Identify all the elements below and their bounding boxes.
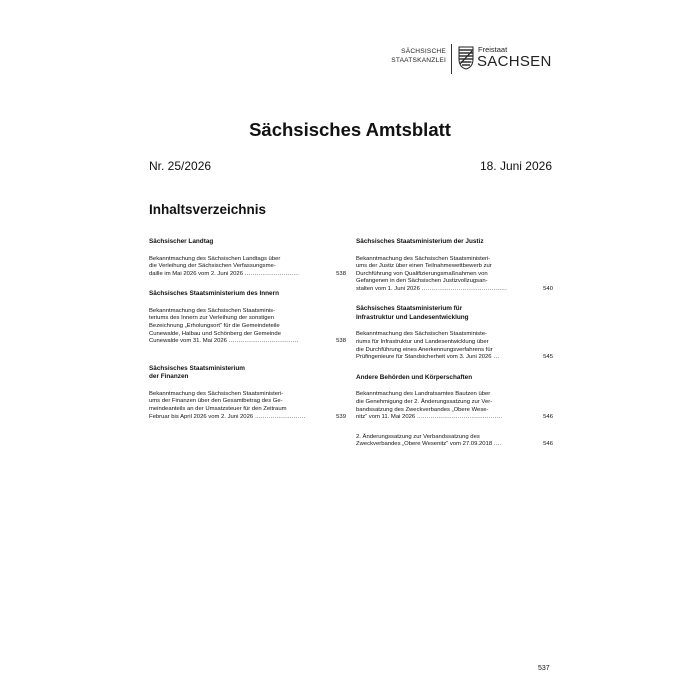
toc-page-number: 538 (336, 270, 346, 277)
issue-number: Nr. 25/2026 (149, 159, 212, 173)
staatskanzlei-wordmark (386, 47, 446, 65)
page-title: Sächsisches Amtsblatt (249, 119, 451, 140)
toc-section-title: Sächsischer Landtag (149, 238, 214, 245)
toc-page-number: 546 (543, 441, 553, 448)
toc-section-title: Sächsisches Staatsministerium des Innern (149, 290, 279, 298)
toc-section-title: Sächsisches Staatsministerium für Infrastruktur und Landesentwicklung (356, 305, 469, 321)
toc-entry[interactable]: Bekanntmachung des Sächsischen Staatsministe- riums für Infrastruktur und Landesentwicklung über die Durchführung eines Anerkennungsverfahrens für Prüfingenieure für Standsicherheit vom 3. Juni 2026 ... 545 (356, 331, 553, 361)
toc-column-left (149, 238, 346, 421)
header-logo (386, 44, 552, 76)
toc-column-right (356, 238, 553, 449)
staatskanzlei-line-1: SÄCHSISCHE (401, 48, 446, 55)
toc-section-title: Sächsisches Staatsministerium der Finanzen (149, 364, 245, 381)
toc-entry[interactable]: Bekanntmachung des Sächsischen Landtags über die Verleihung der Sächsischen Verfassungsme- daille im Mai 2026 vom 2. Juni 2026 ............................ 538 (149, 255, 346, 277)
toc-entry[interactable]: 2. Änderungssatzung zur Verbandssatzung des Zweckverbandes „Obere Wesenitz“ vom 27.09.2018 .... 546 (356, 433, 553, 448)
staatskanzlei-line-2: STAATSKANZLEI (391, 57, 446, 64)
toc-page-number: 539 (336, 413, 346, 420)
toc-page-number: 545 (543, 354, 553, 361)
toc-section-title: Sächsisches Staatsministerium der Justiz (356, 238, 484, 245)
sachsen-label: SACHSEN (477, 53, 552, 70)
toc-page-number: 540 (543, 285, 553, 292)
toc-heading: Inhaltsverzeichnis (149, 202, 267, 217)
toc-entry[interactable]: Bekanntmachung des Sächsischen Staatsminis- teriums des Innern zur Verleihung der sonstigen Bezeichnung „Erholungsort“ für die Gemeindeteile Cunewalde, Halbau und Schönberg der Gemeinde Cunewalde vom 31. Mai 2026 .................................... 538 (149, 307, 346, 345)
toc-section-title: Andere Behörden und Körperschaften (356, 373, 473, 381)
toc-entry[interactable]: Bekanntmachung des Sächsischen Staatsministeri- ums der Justiz über einen Teilnahmewettbewerb zur Durchführung von Qualifizierungsmaßnahmen von Gefangenen in den Sächsischen Justizvollzugsan- stalten vom 1. Juni 2026 ............................................ 540 (356, 255, 553, 292)
coat-of-arms-icon (458, 46, 474, 70)
freistaat-label: Freistaat (478, 45, 508, 54)
footer-page-number: 537 (538, 665, 550, 672)
issue-date: 18. Juni 2026 (479, 159, 552, 173)
toc-entry[interactable]: Bekanntmachung des Landratsamtes Bautzen über die Genehmigung der 2. Änderungssatzung zur Ver- bandssatzung des Zweckverbandes „Obere Wese- nitz“ vom 11. Mai 2026 ............................................ 546 (356, 391, 553, 421)
toc-entry[interactable]: Bekanntmachung des Sächsischen Staatsministeri- ums der Finanzen über den Gesamtbetrag des Ge- meindeanteils an der Umsatzsteuer für den Zeitraum Februar bis April 2026 vom 2. Juni 2026 .......................... 539 (149, 390, 346, 420)
toc-page-number: 546 (543, 414, 553, 421)
logo-divider (451, 44, 452, 74)
toc-page-number: 538 (336, 338, 346, 345)
